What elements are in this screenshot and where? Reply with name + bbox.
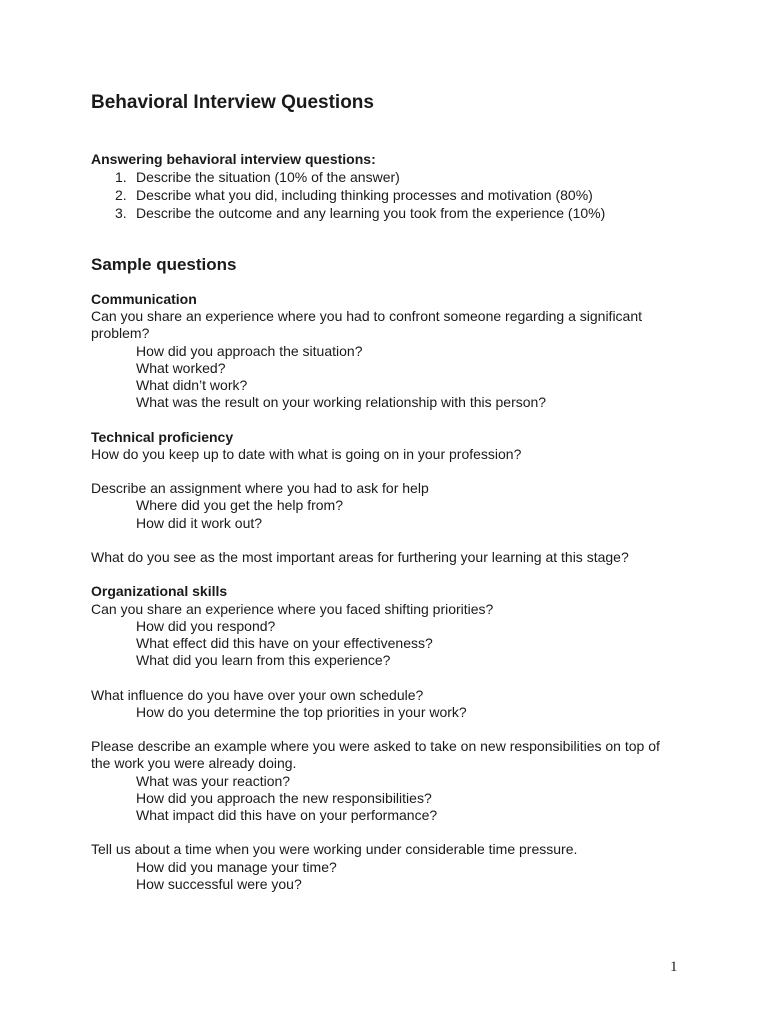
page-number: 1 (670, 959, 678, 975)
answer-step (91, 186, 605, 204)
question: Describe an assignment where you had to ask for help (91, 480, 429, 497)
category-heading: Technical proficiency (91, 428, 234, 445)
follow-up-question: What worked? (136, 359, 226, 376)
follow-up-question: How did it work out? (136, 514, 263, 531)
follow-up-question: What was your reaction? (136, 772, 291, 789)
question-group (91, 480, 671, 532)
follow-up-question: How did you manage your time? (136, 858, 337, 875)
question-group (91, 429, 671, 463)
category-heading: Communication (91, 291, 197, 307)
question: Tell us about a time when you were working under considerable time pressure. (91, 841, 578, 858)
step-text: Describe the outcome and any learning you took from the experience (10%) (136, 205, 606, 221)
intro-heading: Answering behavioral interview questions: (91, 151, 376, 167)
question-group (91, 549, 671, 566)
category-heading: Organizational skills (91, 583, 228, 600)
follow-up-question: How did you approach the situation? (136, 342, 363, 359)
question: How do you keep up to date with what is going on in your profession? (91, 445, 522, 462)
step-number: 1. (115, 169, 127, 185)
answer-step (91, 168, 605, 186)
question: What influence do you have over your own schedule? (91, 686, 424, 703)
follow-up-question: How successful were you? (136, 875, 302, 892)
follow-up-question: What impact did this have on your performance? (136, 807, 438, 823)
follow-up-question: What was the result on your working relationship with this person? (136, 394, 547, 411)
question: Please describe an example where you were asked to take on new responsibilities on top of the work you were already doing. (91, 738, 660, 772)
step-number: 3. (115, 205, 127, 221)
question-group (91, 687, 671, 721)
follow-up-question: What did you learn from this experience? (136, 652, 391, 669)
question-group (91, 583, 671, 669)
question: Can you share an experience where you faced shifting priorities? (91, 600, 494, 617)
question: What do you see as the most important areas for furthering your learning at this stage? (91, 549, 629, 565)
answer-step (91, 204, 605, 222)
step-text: Describe what you did, including thinking processes and motivation (80%) (136, 187, 593, 203)
document-title: Behavioral Interview Questions (91, 92, 374, 113)
follow-up-question: How do you determine the top priorities in your work? (136, 703, 467, 720)
answer-steps-list (91, 168, 605, 222)
question: Can you share an experience where you had to confront someone regarding a significant problem? (91, 308, 643, 342)
follow-up-question: What effect did this have on your effectiveness? (136, 635, 433, 651)
question-group (91, 291, 671, 411)
step-number: 2. (115, 187, 127, 203)
question-group (91, 841, 671, 893)
follow-up-question: Where did you get the help from? (136, 497, 344, 514)
follow-up-question: How did you approach the new responsibilities? (136, 789, 432, 806)
follow-up-question: How did you respond? (136, 617, 276, 634)
follow-up-question: What didn’t work? (136, 377, 248, 394)
question-group (91, 738, 671, 824)
sample-questions-heading: Sample questions (91, 255, 237, 274)
sample-questions-content (91, 291, 671, 910)
step-text: Describe the situation (10% of the answer) (136, 169, 400, 185)
